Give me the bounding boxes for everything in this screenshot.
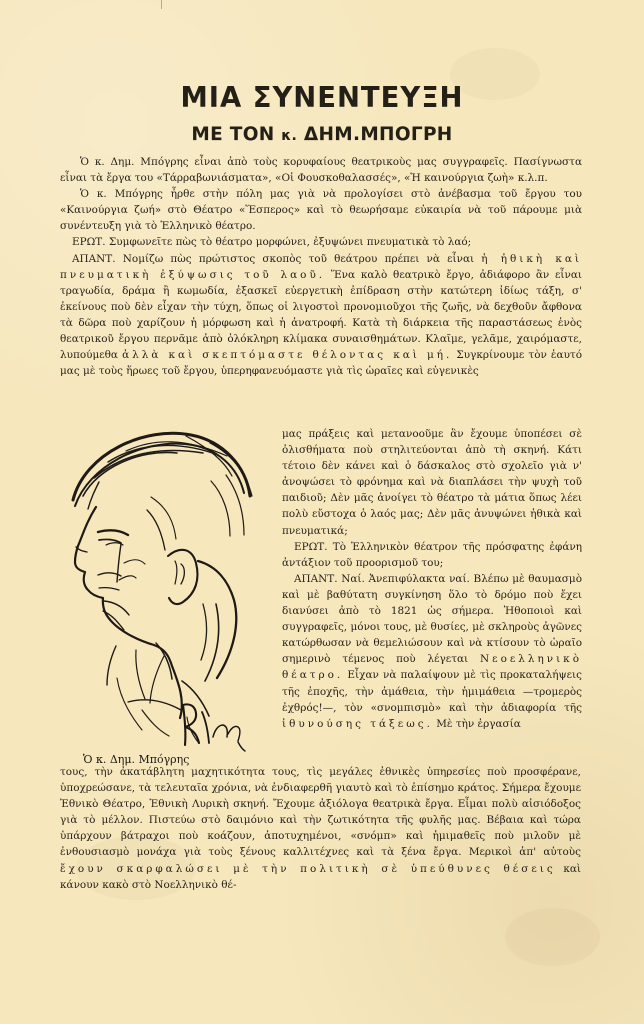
portrait-caption: Ὁ κ. Δημ. Μπόγρης [83,753,190,766]
interview-answer [60,251,582,380]
interview-answer [282,571,582,732]
interview-answer-continued [60,764,581,893]
subtitle-prefix: ΜΕ ΤΟΝ [191,124,275,145]
answer-text: Ἕνα καλὸ θεατρικὸ ἔργο, ἀδιάφορο ἂν εἶναι τραγωδία, δράμα ἢ κωμωδία, ἐξασκεῖ εὐεργετικὴ ἐπίδραση στὴν κατώτερη ἰδίως τάξη, σ' ἐκείνους ποὺ δὲν εἶχαν τὴν τύχη, ὅπως οἱ λιγοστοὶ προνομιοῦχοι τῆς ζωῆς, νὰ δεχθοῦν ἄφθονα τὰ δῶρα ποὺ χαρίζουν ἡ μόρφωση καὶ ἡ ἀνατροφή. Κατὰ τὴ διάρκεια τῆς παραστάσεως ἑνὸς θεατρικοῦ ἔργου περνᾶμε ἀπὸ ὁλόκληρη κλίμακα συναισθημάτων. Κλαῖμε, γελᾶμε, χαιρόμαστε, λυπούμεθα [60,268,582,362]
answer-spaced-text: Νεοελληνικὸ θέατρο. [282,653,582,682]
article-bottom-text [60,764,581,893]
answer-spaced-text: ἰθυνούσης τάξεως. [282,717,433,730]
artist-signature [172,694,250,752]
answer-text: ΑΠΑΝΤ. Νομίζω πὼς πρώτιστος σκοπὸς τοῦ θεάτρου πρέπει νὰ εἶναι [72,252,482,265]
subtitle-suffix: ΔΗΜ.ΜΠΟΓΡΗ [303,124,453,145]
answer-spaced-text: ἀλλὰ καὶ σκεπτόμαστε θέλοντας καὶ μή. [122,349,453,362]
page-subtitle [0,124,644,145]
interview-answer-continued: μας πράξεις καὶ μετανοοῦμε ἂν ἔχουμε ὑποπέσει σὲ ὀλισθήματα ποὺ στηλιτεύονται ἀπὸ τὴ σκηνή. Κάτι τέτοιο δὲν κάνει καὶ ὁ δάσκαλος στὸ σχολεῖο γιὰ ν' ἀνοψώσει τὸ φρόνημα καὶ νὰ διαπλάσει τὴν ψυχὴ τοῦ παιδιοῦ; Δὲν μᾶς ἀνοίγει τὸ θέατρο τὰ μάτια ὅπως λέει πολὺ εὔστοχα ὁ λαός μας; Δὲν μᾶς ἀνυψώνει ἠθικὰ καὶ πνευματικά; [282,428,582,537]
article-intro-paragraph: Ὁ κ. Δημ. Μπόγρης εἶναι ἀπὸ τοὺς κορυφαίους θεατρικοὺς μας συγγραφεῖς. Πασίγνωστα εἶναι τὰ ἔργα του «Τάρραβωνιάσματα», «Οἱ Φουσκοθαλασσές», «Ἡ καινούργια ζωὴ» κ.λ.π. [60,156,582,185]
answer-text: τους, τὴν ἀκατάβλητη μαχητικότητα τους, τὶς μεγάλες ἐθνικὲς ὑπηρεσίες ποὺ προσφέρανε, ὑποχρεώσανε, τὰ τελευταῖα χρόνια, νὰ ἐνδιαφερθῆ γιαυτὸ καὶ τὸ ἐπίσημο κράτος. Σήμερα ἔχουμε Ἐθνικὸ Θέατρο, Ἐθνικὴ Λυρικὴ σκηνή. Ἔχουμε ἀξιόλογα θεατρικὰ ἔργα. Εἶμαι πολὺ αἰσιόδοξος γιὰ τὸ μέλλον. Πιστεύω στὸ δαιμόνιο καὶ τὴν ζωτικότητα τῆς φυλῆς μας. Βέβαια καὶ τώρα ὑπάρχουν βάτραχοι ποὺ κοάζουν, ἀποτυχημένοι, «σνόμπ» καὶ ἡμιμαθεῖς ποὺ μιλοῦν μὲ ἐνθουσιασμὸ μονάχα γιὰ τοὺς ξένους καλλιτέχνες καὶ τὰ ξένα ἔργα. Μερικοὶ ἀπ' αὐτοὺς [60,766,581,859]
article-intro-paragraph: Ὁ κ. Μπόγρης ἦρθε στὴν πόλη μας γιὰ νὰ προλογίσει στὸ ἀνέβασμα τοῦ ἔργου του «Καινούργια ζωή» στὸ Θέατρο «Ἕσπερος» καὶ τὸ θεωρήσαμε εὐκαιρία νὰ τοῦ πάρουμε μιὰ συνέντευξη γιὰ τὸ Ἑλληνικὸ θέατρο. [60,188,582,233]
answer-text: ΑΠΑΝΤ. Ναί. Ἀνεπιφύλακτα ναί. Βλέπω μὲ θαυμασμὸ καὶ μὲ βαθύτατη συγκίνηση ὅλο τὸ δρόμο ποὺ ἔχει διανύσει ἀπὸ τὸ 1821 ὡς σήμερα. Ἠθοποιοὶ καὶ συγγραφεῖς, μόνοι τους, μὲ θυσίες, μὲ σκληροὺς ἀγῶνες κατώρθωσαν νὰ θεμελιώσουν καὶ νὰ κτίσουν τὸ ὡραῖο σημερινὸ τέμενος ποὺ λέγεται [282,572,582,666]
subtitle-small: κ. [281,128,298,144]
article-right-column [282,426,582,732]
fold-mark [161,0,162,9]
interview-question: ΕΡΩΤ. Τὸ Ἑλληνικὸν θέατρον τῆς πρόσφατης ἐφάνη ἀντάξιον τοῦ προορισμοῦ του; [282,540,582,569]
answer-text: Εἶχαν νὰ παλαίψουν μὲ τὶς προκαταλήψεις τῆς ἐποχῆς, τὴν ἀμάθεια, τὴν ἡμιμάθεια —τρομερὸς ἐχθρός!—, τὸν «σνομπισμὸ» καὶ τὴν ἀδιαφορία τῆς [282,669,582,714]
answer-text: Συγκρίνουμε τὸν ἑαυτό μας μὲ τοὺς ἥρωες τοῦ ἔργου, ὑπερηφανευόμαστε γιὰ τὶς ὡραῖες καὶ εὐγενικὲς [60,349,582,378]
article-top-text [60,154,582,379]
answer-text: Μὲ τὴν ἐργασία [432,717,521,730]
answer-text: καὶ κάνουν κακὸ στὸ Νοελληνικὸ θέ- [60,862,581,891]
answer-spaced-text: ἡ ἠθικὴ καὶ πνευματικὴ ἐξύψωσις τοῦ λαοῦ. [60,252,582,281]
answer-spaced-text: ἔχουν σκαρφαλώσει μὲ τὴν πολιτικὴ σὲ ὑπεύθυνες θέσεις [60,862,556,875]
page-title: ΜΙΑ ΣΥΝΕΝΤΕΥΞΗ [180,81,464,114]
paper-stain [505,908,600,966]
interview-question: ΕΡΩΤ. Συμφωνεῖτε πὼς τὸ θέατρο μορφώνει, ἐξυψώνει πνευματικὰ τὸ λαό; [72,236,472,249]
